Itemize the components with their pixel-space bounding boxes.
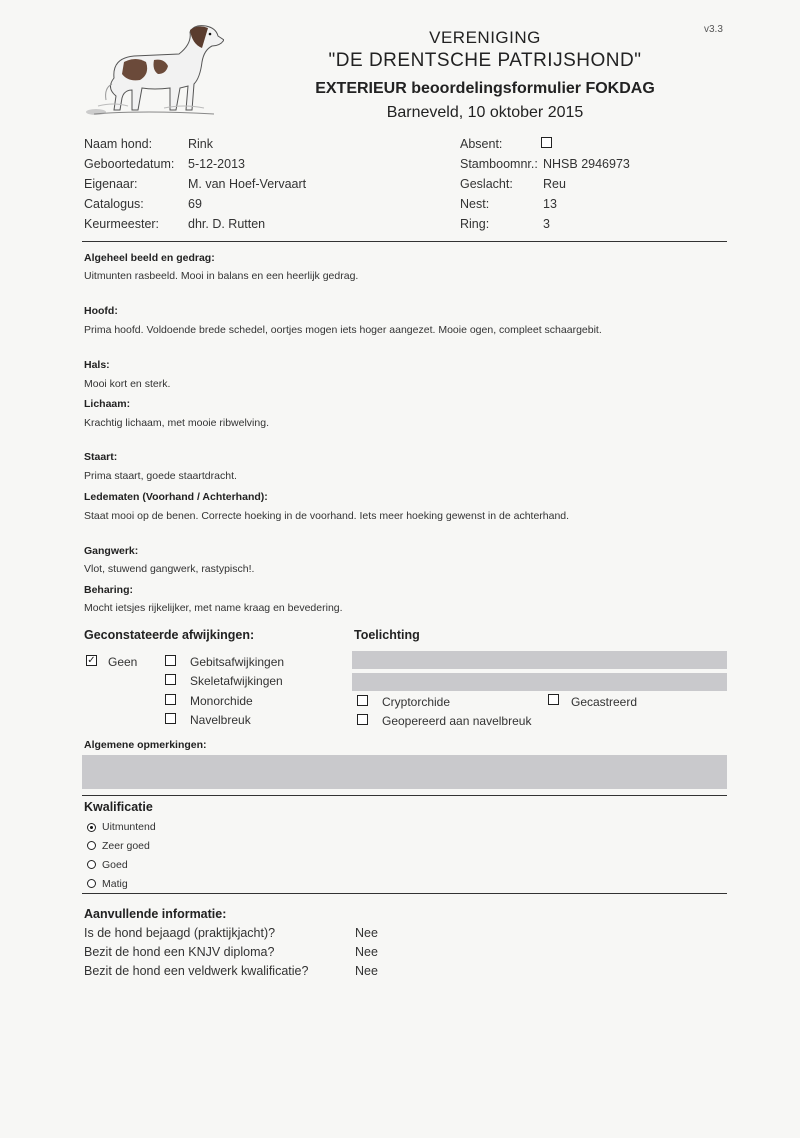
catalogus-value: 69 bbox=[188, 197, 202, 211]
ledematen-label: Ledematen (Voorhand / Achterhand): bbox=[84, 491, 268, 503]
divider-top bbox=[82, 241, 727, 242]
stamboom-label: Stamboomnr.: bbox=[460, 157, 538, 171]
absent-label: Absent: bbox=[460, 137, 503, 151]
divider-middle bbox=[82, 795, 727, 796]
geslacht-value: Reu bbox=[543, 177, 566, 191]
opmerkingen-field[interactable] bbox=[82, 755, 727, 789]
keurmeester-value: dhr. D. Rutten bbox=[188, 217, 266, 231]
cryptorchide-checkbox[interactable] bbox=[357, 695, 368, 706]
stamboom-value: NHSB 2946973 bbox=[543, 157, 630, 171]
aanvullend-q1: Is de hond bejaagd (praktijkjacht)? bbox=[84, 926, 276, 940]
geopereerd-label: Geopereerd aan navelbreuk bbox=[382, 714, 532, 728]
geen-label: Geen bbox=[108, 655, 138, 669]
navelbreuk-checkbox[interactable] bbox=[165, 713, 176, 724]
header-line-1: VERENIGING bbox=[429, 28, 541, 47]
ring-value: 3 bbox=[543, 217, 550, 231]
version-label: v3.3 bbox=[704, 24, 723, 35]
lichaam-text: Krachtig lichaam, met mooie ribwelving. bbox=[84, 417, 269, 429]
gebit-checkbox[interactable] bbox=[165, 655, 176, 666]
geen-checkbox[interactable]: ✓ bbox=[87, 655, 96, 666]
cryptorchide-label: Cryptorchide bbox=[382, 695, 451, 709]
opmerkingen-label: Algemene opmerkingen: bbox=[84, 739, 207, 751]
afwijkingen-title: Geconstateerde afwijkingen: bbox=[84, 628, 255, 642]
aanvullend-a2: Nee bbox=[355, 945, 378, 959]
beharing-label: Beharing: bbox=[84, 584, 134, 596]
header-line-2: "DE DRENTSCHE PATRIJSHOND" bbox=[328, 50, 642, 71]
radio-matig[interactable] bbox=[87, 879, 96, 888]
eigenaar-value: M. van Hoef-Vervaart bbox=[188, 177, 307, 191]
geslacht-label: Geslacht: bbox=[460, 177, 513, 191]
aanvullend-title: Aanvullende informatie: bbox=[84, 907, 227, 921]
gangwerk-text: Vlot, stuwend gangwerk, rastypisch!. bbox=[84, 563, 255, 575]
gangwerk-label: Gangwerk: bbox=[84, 545, 139, 557]
lichaam-label: Lichaam: bbox=[84, 398, 131, 410]
monorchide-label: Monorchide bbox=[190, 694, 253, 708]
aanvullend-q3: Bezit de hond een veldwerk kwalificatie? bbox=[84, 964, 309, 978]
radio-label-uitmuntend: Uitmuntend bbox=[102, 821, 156, 833]
keurmeester-label: Keurmeester: bbox=[84, 217, 160, 231]
nest-value: 13 bbox=[543, 197, 557, 211]
hoofd-label: Hoofd: bbox=[84, 305, 118, 317]
aanvullend-a1: Nee bbox=[355, 926, 378, 940]
kwalificatie-title: Kwalificatie bbox=[84, 800, 153, 814]
navelbreuk-label: Navelbreuk bbox=[190, 713, 251, 727]
radio-uitmuntend[interactable] bbox=[87, 823, 96, 832]
monorchide-checkbox[interactable] bbox=[165, 694, 176, 705]
naam-label: Naam hond: bbox=[84, 137, 153, 151]
header-line-4: Barneveld, 10 oktober 2015 bbox=[386, 104, 584, 121]
gecastreerd-checkbox[interactable] bbox=[548, 694, 559, 705]
geopereerd-checkbox[interactable] bbox=[357, 714, 368, 725]
radio-label-zeer-goed: Zeer goed bbox=[102, 840, 150, 852]
skelet-label: Skeletafwijkingen bbox=[190, 674, 283, 688]
divider-bottom bbox=[82, 893, 727, 894]
toelichting-field-1[interactable] bbox=[352, 651, 727, 669]
radio-goed[interactable] bbox=[87, 860, 96, 869]
hals-label: Hals: bbox=[84, 359, 110, 371]
gebit-label: Gebitsafwijkingen bbox=[190, 655, 285, 669]
beharing-text: Mocht ietsjes rijkelijker, met name kraag en bevedering. bbox=[84, 602, 343, 614]
geboorte-value: 5-12-2013 bbox=[188, 157, 245, 171]
radio-label-goed: Goed bbox=[102, 859, 128, 871]
hals-text: Mooi kort en sterk. bbox=[84, 378, 171, 390]
absent-checkbox[interactable] bbox=[541, 137, 552, 148]
algeheel-text: Uitmunten rasbeeld. Mooi in balans en een heerlijk gedrag. bbox=[84, 270, 359, 282]
hoofd-text: Prima hoofd. Voldoende brede schedel, oortjes mogen iets hoger aangezet. Mooie ogen, compleet schaargebit. bbox=[84, 324, 602, 336]
algeheel-label: Algeheel beeld en gedrag: bbox=[84, 252, 215, 264]
toelichting-field-2[interactable] bbox=[352, 673, 727, 691]
ledematen-text: Staat mooi op de benen. Correcte hoeking in de voorhand. Iets meer hoeking gewenst in de achterhand. bbox=[84, 510, 570, 522]
aanvullend-a3: Nee bbox=[355, 964, 378, 978]
eigenaar-label: Eigenaar: bbox=[84, 177, 138, 191]
radio-zeer-goed[interactable] bbox=[87, 841, 96, 850]
header-line-3: EXTERIEUR beoordelingsformulier FOKDAG bbox=[315, 80, 655, 97]
staart-label: Staart: bbox=[84, 451, 118, 463]
geboorte-label: Geboortedatum: bbox=[84, 157, 175, 171]
toelichting-title: Toelichting bbox=[354, 628, 420, 642]
staart-text: Prima staart, goede staartdracht. bbox=[84, 470, 237, 482]
ring-label: Ring: bbox=[460, 217, 490, 231]
catalogus-label: Catalogus: bbox=[84, 197, 144, 211]
gecastreerd-label: Gecastreerd bbox=[571, 695, 638, 709]
aanvullend-q2: Bezit de hond een KNJV diploma? bbox=[84, 945, 275, 959]
skelet-checkbox[interactable] bbox=[165, 674, 176, 685]
radio-label-matig: Matig bbox=[102, 878, 128, 890]
naam-value: Rink bbox=[188, 137, 214, 151]
nest-label: Nest: bbox=[460, 197, 490, 211]
